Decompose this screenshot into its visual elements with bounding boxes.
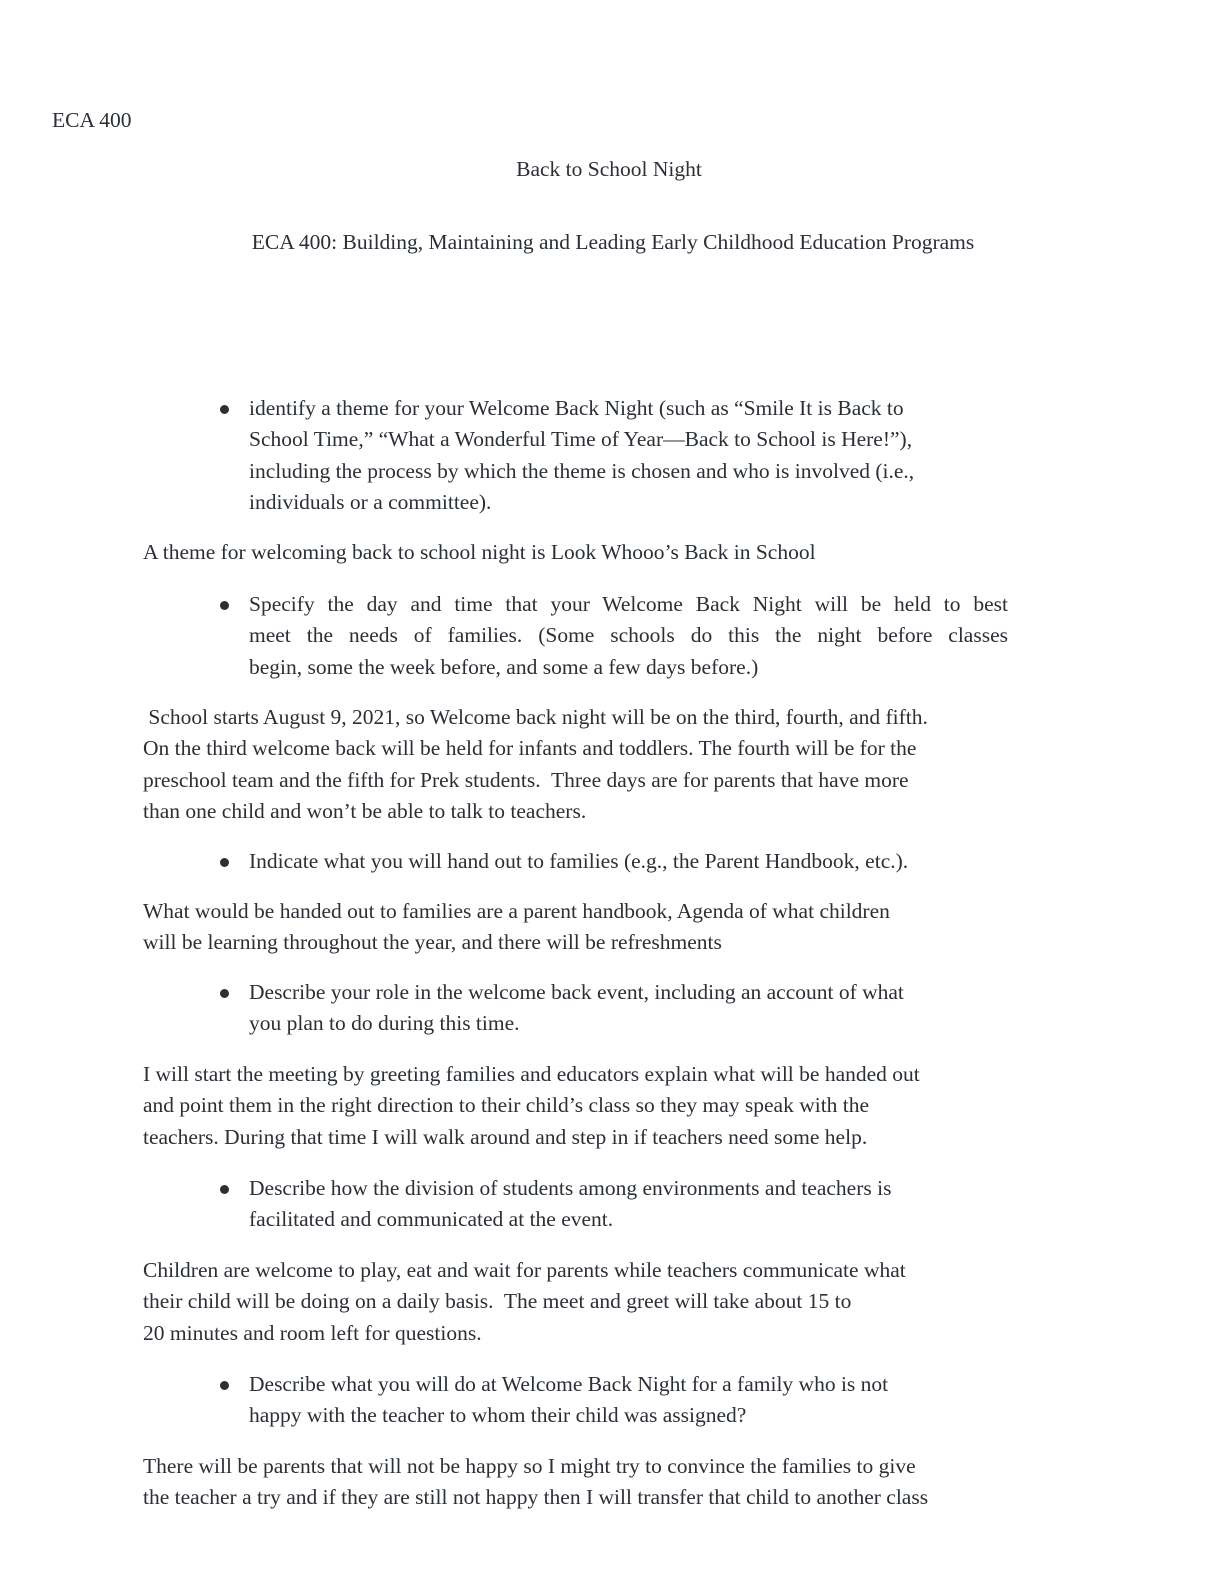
answer-division — [143, 1255, 906, 1349]
answer-day-time — [143, 702, 928, 827]
prompt-division — [216, 1173, 1016, 1236]
answer-line: On the third welcome back will be held for infants and toddlers. The fourth will be for the — [143, 736, 917, 761]
prompt-line: School Time,” “What a Wonderful Time of Year—Back to School is Here!”), — [249, 427, 913, 452]
prompt-day-time — [216, 589, 1016, 683]
prompt-line: begin, some the week before, and some a few days before.) — [249, 654, 759, 679]
bullet-icon — [220, 601, 229, 610]
prompt-line: meet the needs of families. (Some schools do this the night before classes — [249, 623, 1008, 648]
title-text: Back to School Night — [516, 157, 702, 181]
prompt-line: Describe your role in the welcome back event, including an account of what — [249, 980, 904, 1004]
bullet-icon — [220, 989, 229, 998]
prompt-unhappy-family — [216, 1369, 1016, 1432]
answer-line: than one child and won’t be able to talk to teachers. — [143, 798, 587, 823]
prompt-line: Describe what you will do at Welcome Back Night for a family who is not — [249, 1372, 889, 1396]
answer-line: will be learning throughout the year, and there will be refreshments — [143, 930, 722, 955]
answer-line: There will be parents that will not be happy so I might try to convince the families to give — [143, 1454, 916, 1478]
prompt-handouts — [216, 846, 1016, 877]
answer-role — [143, 1059, 920, 1153]
bullet-icon — [220, 858, 229, 867]
prompt-role — [216, 977, 1016, 1040]
prompt-line: you plan to do during this time. — [249, 1011, 520, 1036]
prompt-line: Specify the day and time that your Welcome Back Night will be held to best — [249, 592, 1008, 616]
prompt-theme — [216, 393, 1016, 518]
document-title — [0, 157, 1224, 182]
prompt-line: facilitated and communicated at the event. — [249, 1207, 614, 1232]
answer-line: What would be handed out to families are a parent handbook, Agenda of what children — [143, 899, 890, 923]
answer-line: and point them in the right direction to their child’s class so they may speak with the — [143, 1093, 870, 1118]
answer-line: teachers. During that time I will walk around and step in if teachers need some help. — [143, 1124, 868, 1149]
prompt-line: happy with the teacher to whom their child was assigned? — [249, 1403, 747, 1428]
answer-line: School starts August 9, 2021, so Welcome back night will be on the third, fourth, and fifth. — [143, 705, 928, 729]
course-code: ECA 400 — [52, 108, 132, 132]
bullet-icon — [220, 1381, 229, 1390]
answer-unhappy-family — [143, 1451, 928, 1514]
answer-theme — [143, 537, 816, 568]
prompt-line: individuals or a committee). — [249, 489, 492, 514]
answer-line: I will start the meeting by greeting families and educators explain what will be handed out — [143, 1062, 920, 1086]
prompt-line: Indicate what you will hand out to families (e.g., the Parent Handbook, etc.). — [249, 849, 909, 873]
answer-line: their child will be doing on a daily basis. The meet and greet will take about 15 to — [143, 1289, 852, 1314]
prompt-line: Describe how the division of students among environments and teachers is — [249, 1176, 892, 1200]
answer-line: the teacher a try and if they are still not happy then I will transfer that child to another class — [143, 1485, 929, 1510]
bullet-icon — [220, 405, 229, 414]
subtitle-text: ECA 400: Building, Maintaining and Leading Early Childhood Education Programs — [251, 230, 975, 254]
bullet-icon — [220, 1185, 229, 1194]
answer-line: Children are welcome to play, eat and wait for parents while teachers communicate what — [143, 1258, 906, 1282]
answer-line: preschool team and the fifth for Prek students. Three days are for parents that have more — [143, 767, 909, 792]
prompt-line: identify a theme for your Welcome Back Night (such as “Smile It is Back to — [249, 396, 904, 420]
answer-line: 20 minutes and room left for questions. — [143, 1320, 482, 1345]
prompt-line: including the process by which the theme is chosen and who is involved (i.e., — [249, 458, 915, 483]
document-subtitle — [0, 230, 1224, 255]
answer-line: A theme for welcoming back to school night is Look Whooo’s Back in School — [143, 540, 816, 564]
answer-handouts — [143, 896, 890, 959]
